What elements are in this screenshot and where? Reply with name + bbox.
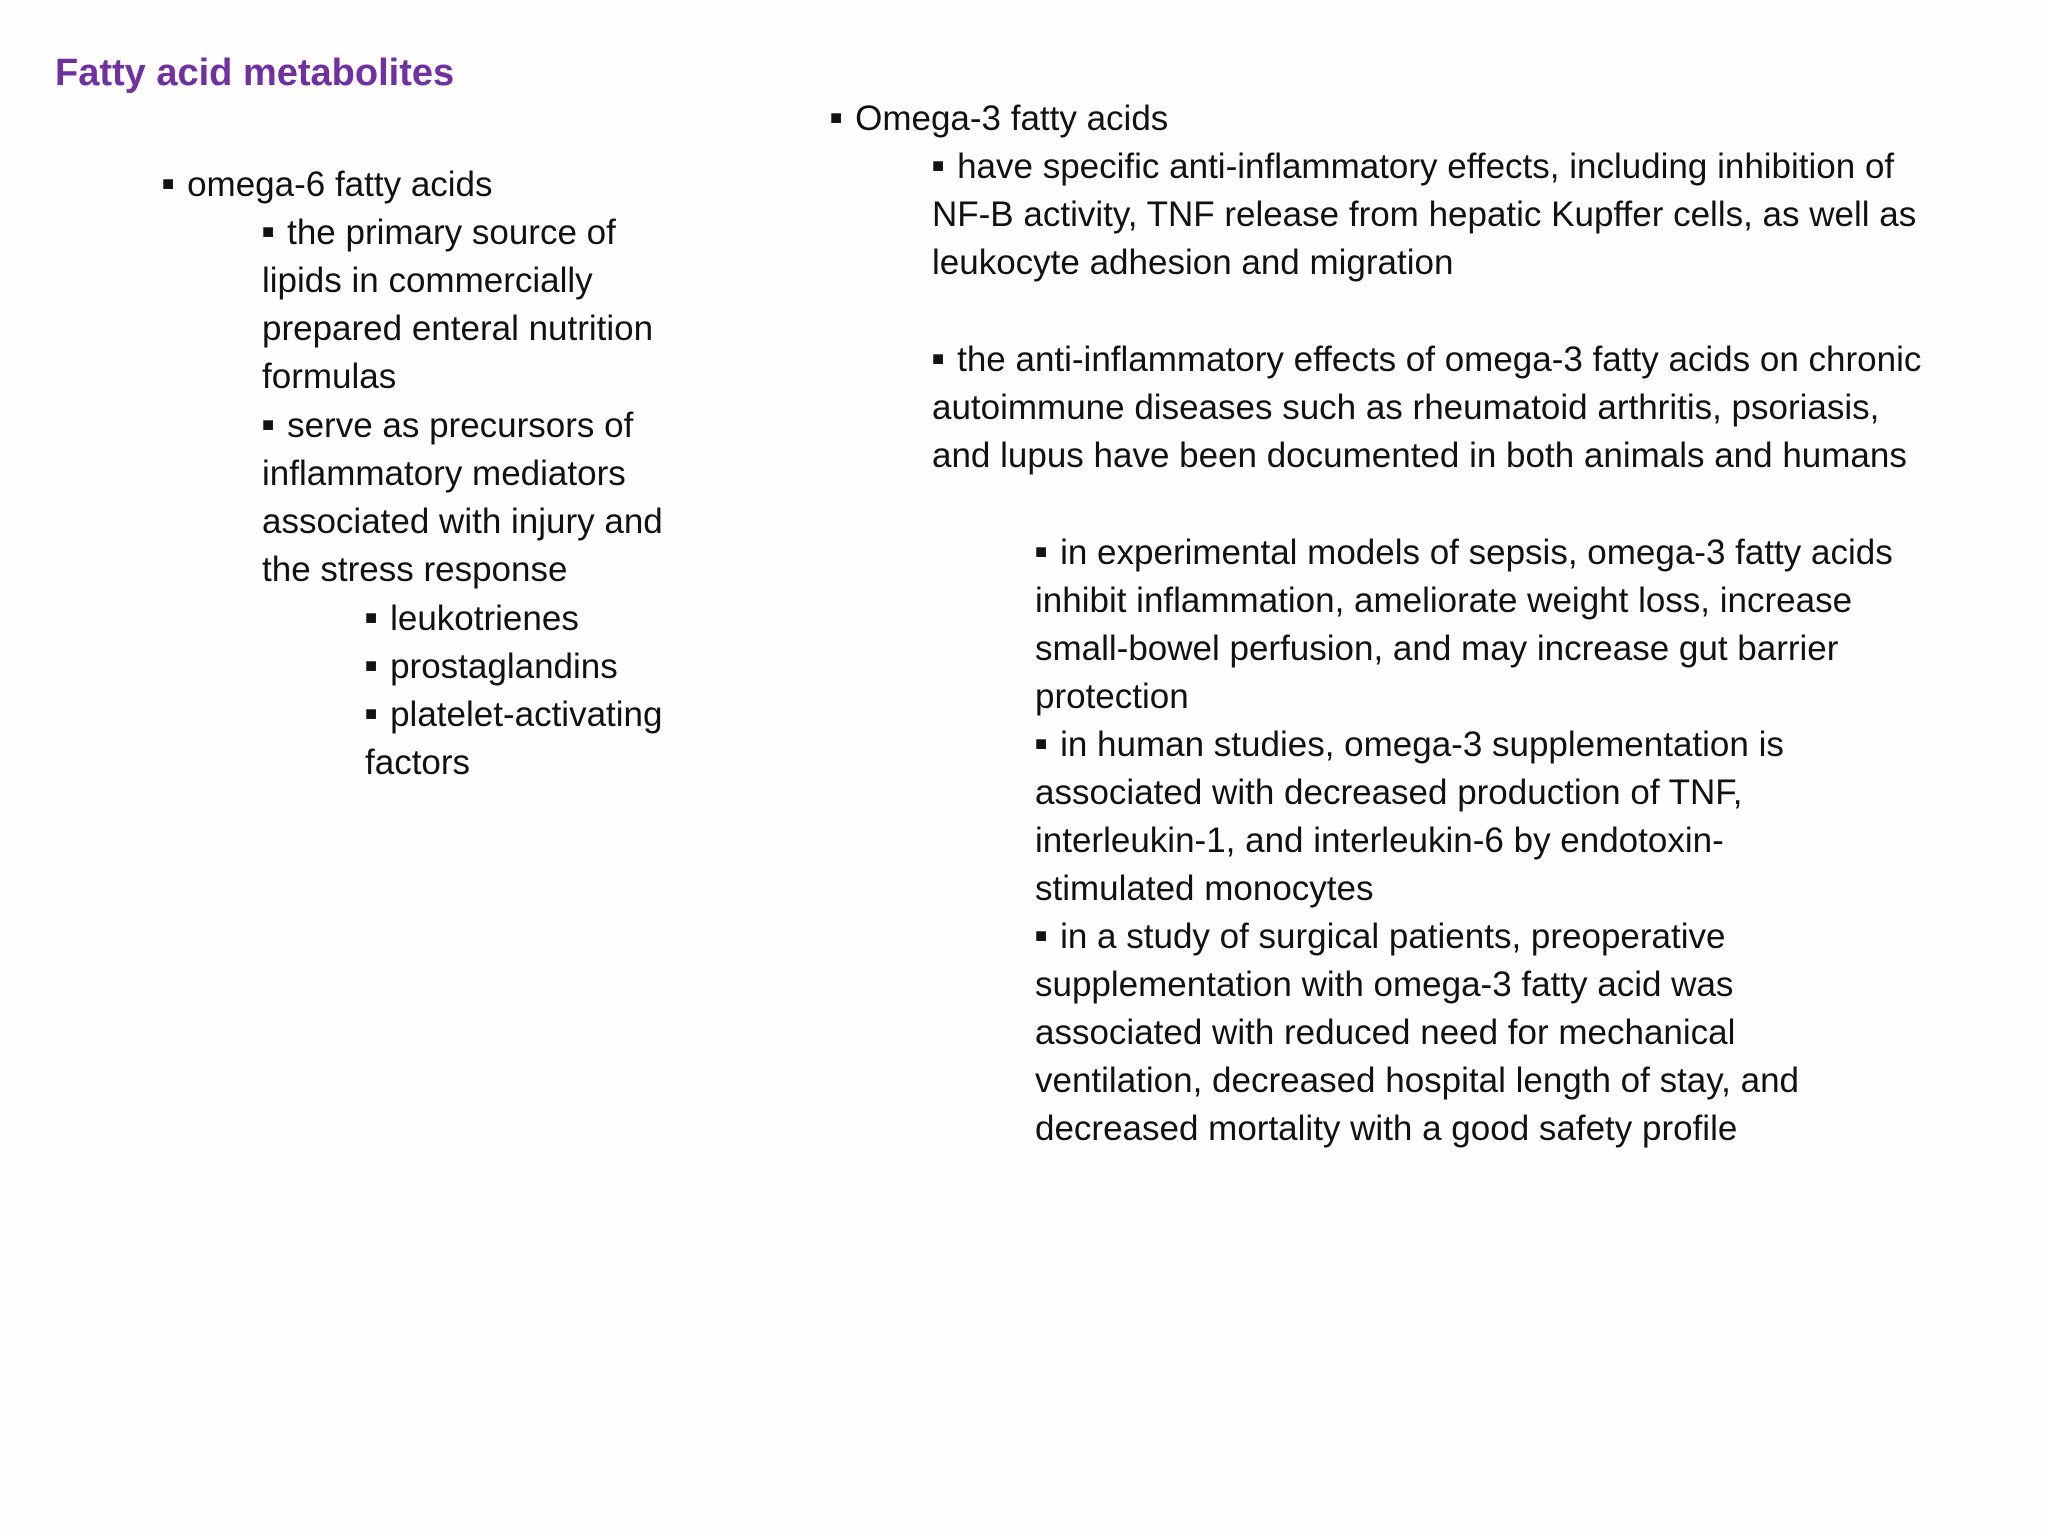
square-bullet-icon: ■ bbox=[932, 348, 945, 370]
square-bullet-icon: ■ bbox=[365, 655, 378, 677]
study-item bbox=[1035, 912, 1880, 1153]
mediator-item bbox=[365, 690, 665, 787]
square-bullet-icon: ■ bbox=[365, 607, 378, 629]
omega3-point-text: have specific anti-inflammatory effects, including inhibition of NF-B activity, TNF release from hepatic Kupffer cells, as well as leukocyte adhesion and migration bbox=[932, 147, 1917, 282]
omega6-heading-text: omega-6 fatty acids bbox=[187, 165, 493, 204]
omega3-point bbox=[932, 142, 1932, 287]
omega3-heading bbox=[830, 94, 1890, 143]
slide-title: Fatty acid metabolites bbox=[55, 52, 455, 94]
mediator-item bbox=[365, 594, 665, 643]
square-bullet-icon: ■ bbox=[1035, 541, 1048, 563]
square-bullet-icon: ■ bbox=[162, 173, 175, 195]
study-text: in human studies, omega-3 supplementation is associated with decreased production of TNF, interleukin-1, and interleukin-6 by endotoxin-stimulated monocytes bbox=[1035, 725, 1784, 908]
square-bullet-icon: ■ bbox=[830, 107, 843, 129]
mediator-item bbox=[365, 642, 665, 691]
study-item bbox=[1035, 528, 1940, 721]
study-text: in experimental models of sepsis, omega-3 fatty acids inhibit inflammation, ameliorate weight loss, increase small-bowel perfusion, and may increase gut barrier protection bbox=[1035, 533, 1893, 716]
square-bullet-icon: ■ bbox=[932, 155, 945, 177]
mediator-label: prostaglandins bbox=[390, 647, 618, 686]
square-bullet-icon: ■ bbox=[262, 221, 275, 243]
omega6-heading bbox=[162, 160, 722, 209]
square-bullet-icon: ■ bbox=[1035, 733, 1048, 755]
omega3-heading-text: Omega-3 fatty acids bbox=[855, 99, 1169, 138]
omega6-point bbox=[262, 401, 667, 594]
omega6-point-text: serve as precursors of inflammatory mediators associated with injury and the stress response bbox=[262, 406, 663, 589]
omega6-point-text: the primary source of lipids in commercially prepared enteral nutrition formulas bbox=[262, 213, 654, 396]
square-bullet-icon: ■ bbox=[1035, 925, 1048, 947]
study-text: in a study of surgical patients, preoperative supplementation with omega-3 fatty acid was associated with reduced need for mechanical ventilation, decreased hospital length of stay, and decreased mortality with a good safety profile bbox=[1035, 917, 1800, 1148]
omega3-point-text: the anti-inflammatory effects of omega-3 fatty acids on chronic autoimmune diseases such as rheumatoid arthritis, psoriasis, and lupus have been documented in both animals and humans bbox=[932, 340, 1922, 475]
study-item bbox=[1035, 720, 1840, 913]
mediator-label: platelet-activating factors bbox=[365, 695, 663, 782]
mediator-label: leukotrienes bbox=[390, 599, 579, 638]
square-bullet-icon: ■ bbox=[365, 703, 378, 725]
omega3-point bbox=[932, 335, 1932, 480]
square-bullet-icon: ■ bbox=[262, 414, 275, 436]
omega6-point bbox=[262, 208, 667, 401]
